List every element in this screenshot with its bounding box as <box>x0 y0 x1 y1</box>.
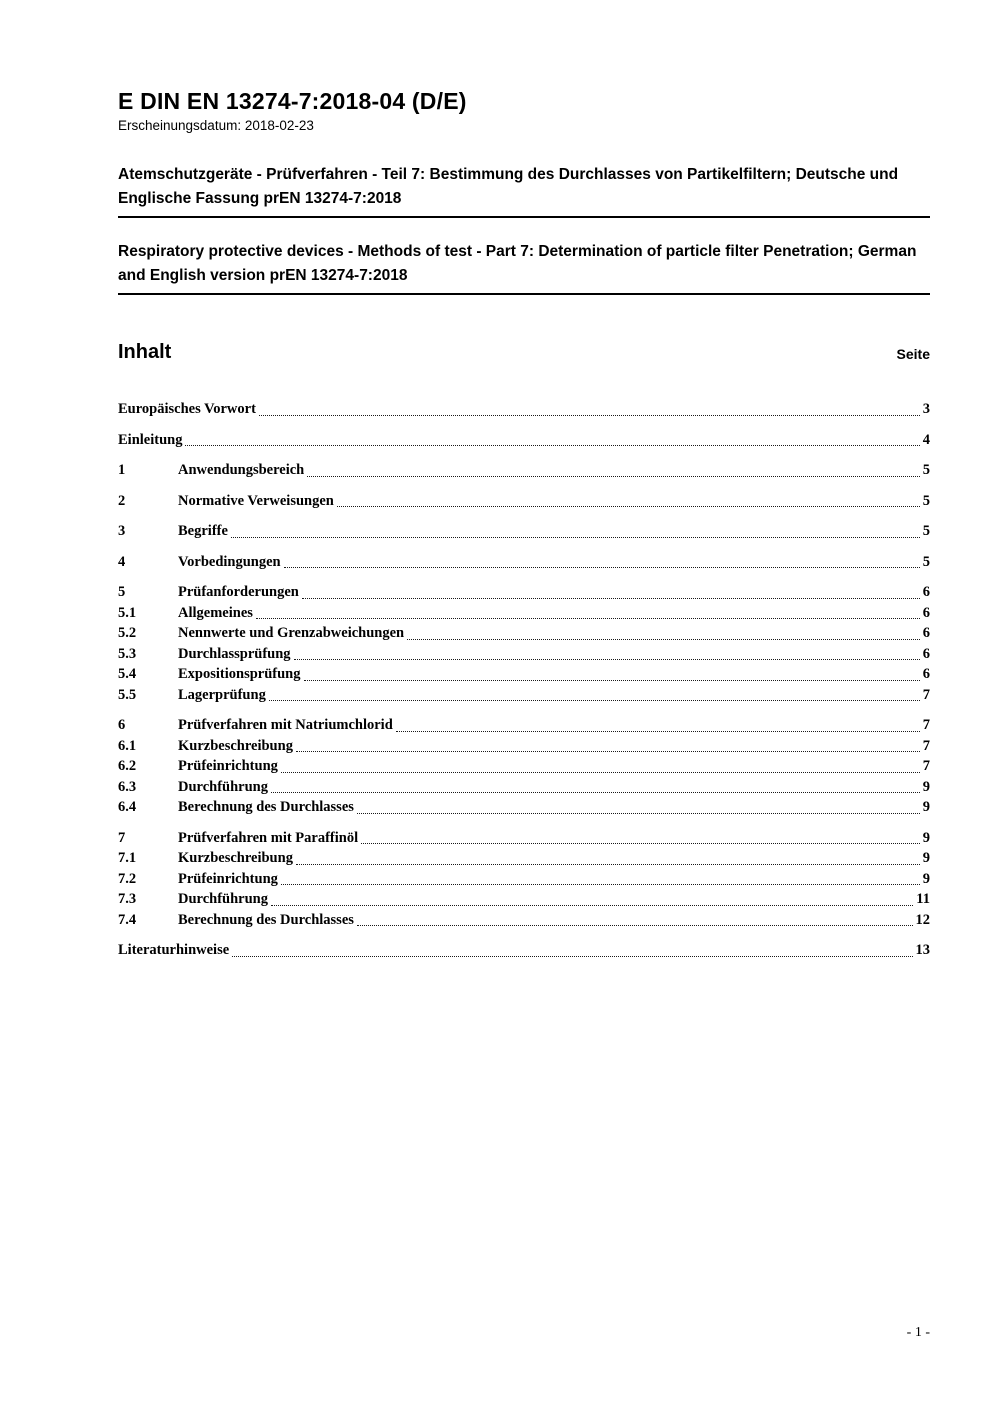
toc-entry <box>118 848 930 869</box>
toc-entry-number: 7 <box>118 829 126 846</box>
toc-header-row <box>118 341 930 363</box>
toc-entry-number: 3 <box>118 523 126 539</box>
toc-entry-number: 5.4 <box>118 666 137 682</box>
toc-entry-label: Allgemeines <box>178 604 253 621</box>
toc-entry-label: Berechnung des Durchlasses <box>178 911 354 928</box>
toc-entry-number: 5.5 <box>118 686 137 703</box>
toc-entry-page: 9 <box>922 799 930 815</box>
toc-entry-page: 5 <box>922 523 930 539</box>
toc-entry-label: Literaturhinweise <box>118 942 230 958</box>
toc-entry-label: Anwendungsbereich <box>178 462 305 478</box>
toc-entry <box>118 430 930 451</box>
toc-leader-dots <box>269 700 920 701</box>
document-title-english: Respiratory protective devices - Methods of test - Part 7: Determination of particle filter Penetration; German and English version prEN 13274-7:2018 <box>118 240 930 295</box>
toc-entry-page: 7 <box>922 717 930 733</box>
toc-entry <box>118 491 930 512</box>
toc-entry-label: Nennwerte und Grenzabweichungen <box>178 625 405 641</box>
toc-entry <box>118 685 930 706</box>
toc-entry <box>118 623 930 644</box>
toc-entry-page: 4 <box>922 431 930 448</box>
toc-heading: Inhalt <box>118 341 172 363</box>
toc-entry-number: 4 <box>118 553 126 570</box>
toc-entry <box>118 399 930 420</box>
toc-entry-label: Expositionsprüfung <box>178 666 301 682</box>
toc-entry-label: Durchführung <box>178 891 268 907</box>
toc-entry-page: 9 <box>922 870 930 887</box>
toc-leader-dots <box>256 618 920 619</box>
toc-entry-page: 6 <box>922 584 930 600</box>
toc-entry <box>118 460 930 481</box>
toc-entry <box>118 777 930 798</box>
toc-entry-page: 11 <box>916 891 930 907</box>
toc-entry-label: Europäisches Vorwort <box>118 401 256 417</box>
toc-entry-page: 9 <box>922 829 930 846</box>
toc-entry-number: 7.4 <box>118 911 137 928</box>
toc-entry-page: 5 <box>922 492 930 509</box>
toc-entry-label: Prüfanforderungen <box>178 584 299 600</box>
toc-leader-dots <box>296 864 920 865</box>
toc-entry-page: 9 <box>922 850 930 866</box>
toc-entry-page: 12 <box>915 911 930 928</box>
toc-entry-number: 6.2 <box>118 758 137 774</box>
toc-entry-page: 13 <box>915 942 930 958</box>
toc-entry <box>118 756 930 777</box>
toc-entry <box>118 664 930 685</box>
toc-leader-dots <box>307 476 920 477</box>
toc-entry <box>118 644 930 665</box>
toc-entry <box>118 940 930 961</box>
toc-entry-label: Kurzbeschreibung <box>178 737 293 754</box>
toc-entry-page: 6 <box>922 604 930 621</box>
toc-leader-dots <box>281 772 920 773</box>
toc-leader-dots <box>259 415 920 416</box>
toc-entry-page: 9 <box>922 778 930 795</box>
toc-leader-dots <box>185 445 919 446</box>
toc-list <box>118 399 930 961</box>
toc-entry-number: 6.3 <box>118 778 137 795</box>
page-number-footer: - 1 - <box>906 1325 930 1340</box>
toc-entry-page: 6 <box>922 625 930 641</box>
toc-entry <box>118 582 930 603</box>
toc-leader-dots <box>232 956 912 957</box>
toc-entry <box>118 889 930 910</box>
toc-entry-label: Prüfverfahren mit Paraffinöl <box>178 829 359 846</box>
toc-entry-number: 7.2 <box>118 870 137 887</box>
toc-entry-label: Einleitung <box>118 431 183 448</box>
toc-entry-label: Vorbedingungen <box>178 553 281 570</box>
publication-date: Erscheinungsdatum: 2018-02-23 <box>118 118 314 133</box>
toc-entry-number: 5 <box>118 584 126 600</box>
toc-leader-dots <box>271 792 920 793</box>
toc-leader-dots <box>361 843 920 844</box>
toc-entry-number: 6 <box>118 717 126 733</box>
toc-entry-label: Berechnung des Durchlasses <box>178 799 354 815</box>
toc-entry-number: 6.1 <box>118 737 137 754</box>
document-title-german: Atemschutzgeräte - Prüfverfahren - Teil 7: Bestimmung des Durchlasses von Partikelfiltern; Deutsche und Englische Fassung prEN 13274-7:2018 <box>118 163 930 218</box>
toc-entry-page: 6 <box>922 666 930 682</box>
toc-entry-label: Normative Verweisungen <box>178 492 334 509</box>
toc-entry-number: 5.3 <box>118 645 137 662</box>
toc-entry-label: Prüfeinrichtung <box>178 870 278 887</box>
toc-entry-label: Prüfeinrichtung <box>178 758 278 774</box>
toc-page-column-label: Seite <box>896 346 930 362</box>
toc-entry <box>118 828 930 849</box>
toc-entry <box>118 715 930 736</box>
toc-entry <box>118 869 930 890</box>
toc-entry-page: 3 <box>922 401 930 417</box>
toc-entry-page: 7 <box>922 737 930 754</box>
toc-entry-number: 5.1 <box>118 604 137 621</box>
toc-entry <box>118 521 930 542</box>
toc-entry-number: 2 <box>118 492 126 509</box>
toc-entry <box>118 736 930 757</box>
toc-leader-dots <box>271 905 913 906</box>
toc-entry-label: Durchlassprüfung <box>178 645 291 662</box>
page-content <box>118 88 930 961</box>
toc-leader-dots <box>304 680 920 681</box>
document-number-title: E DIN EN 13274-7:2018-04 (D/E) <box>118 88 467 114</box>
toc-leader-dots <box>302 598 920 599</box>
toc-leader-dots <box>407 639 920 640</box>
toc-entry-page: 5 <box>922 462 930 478</box>
toc-entry <box>118 603 930 624</box>
toc-entry-page: 7 <box>922 758 930 774</box>
toc-leader-dots <box>337 506 920 507</box>
toc-entry-label: Durchführung <box>178 778 268 795</box>
toc-entry-number: 7.3 <box>118 891 137 907</box>
toc-leader-dots <box>294 659 920 660</box>
toc-leader-dots <box>284 567 920 568</box>
toc-leader-dots <box>281 884 920 885</box>
toc-entry-number: 5.2 <box>118 625 137 641</box>
toc-leader-dots <box>357 813 920 814</box>
toc-entry-page: 6 <box>922 645 930 662</box>
toc-entry <box>118 797 930 818</box>
toc-leader-dots <box>296 751 920 752</box>
toc-leader-dots <box>357 925 913 926</box>
toc-entry-label: Begriffe <box>178 523 228 539</box>
toc-entry-page: 5 <box>922 553 930 570</box>
toc-entry <box>118 910 930 931</box>
toc-entry-label: Lagerprüfung <box>178 686 266 703</box>
toc-leader-dots <box>396 731 920 732</box>
toc-entry <box>118 552 930 573</box>
toc-entry-number: 1 <box>118 462 126 478</box>
toc-entry-label: Kurzbeschreibung <box>178 850 293 866</box>
toc-leader-dots <box>231 537 920 538</box>
toc-entry-number: 6.4 <box>118 799 137 815</box>
toc-entry-page: 7 <box>922 686 930 703</box>
toc-entry-number: 7.1 <box>118 850 137 866</box>
toc-entry-label: Prüfverfahren mit Natriumchlorid <box>178 717 393 733</box>
